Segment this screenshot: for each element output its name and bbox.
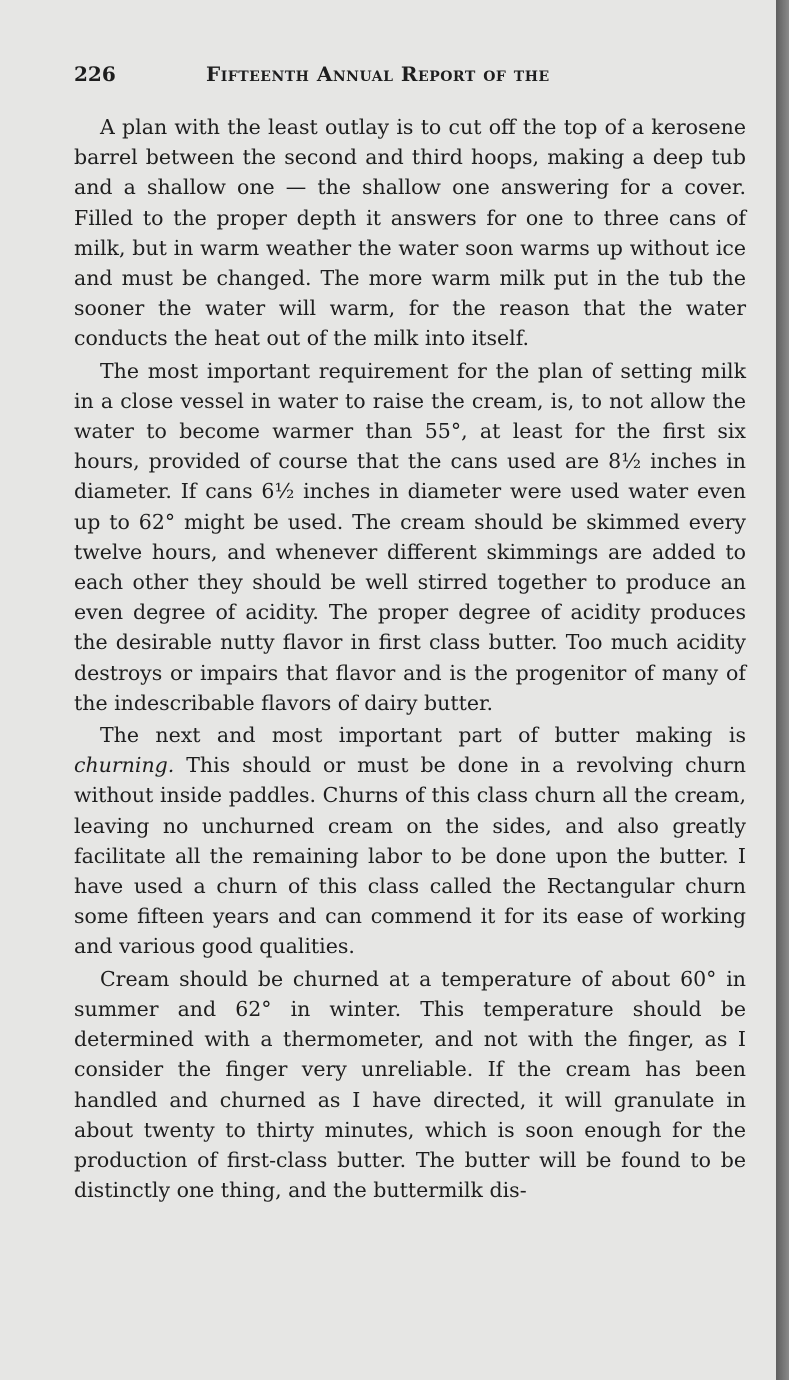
emphasis-text: churning. — [74, 753, 175, 778]
page-edge-shadow — [776, 0, 789, 1380]
paragraph-text: A plan with the least outlay is to cut off the top of a kerosene barrel between the second and third hoops, making a deep tub and a shallow one — the shallow one answering for a cover. Filled to the proper depth it answers for one to three cans of milk, but in warm weather the water soon warms up without ice and must be changed. The more warm milk put in the tub the sooner the water will warm, for the reason that the water conducts the heat out of the milk into itself. — [74, 115, 746, 351]
paragraph-3 — [74, 720, 746, 964]
running-head: Fifteenth Annual Report of the — [206, 62, 550, 86]
paragraph-text: The next and most important part of butter making is — [100, 723, 746, 748]
paragraph-text: Cream should be churned at a temperature of about 60° in summer and 62° in winter. This temperature should be determined with a thermometer, and not with the finger, as I consider the finger very unreliable. If the cream has been handled and churned as I have directed, it will granulate in about twenty to thirty minutes, which is soon enough for the production of first-class butter. The butter will be found to be distinctly one thing, and the buttermilk dis- — [74, 966, 746, 1203]
page-number: 226 — [74, 62, 116, 86]
paragraph-text: The most important requirement for the plan of setting milk in a close vessel in water to raise the cream, is, to not allow the water to become warmer than 55°, at least for the first six hours, provided of course that the cans used are 8½ inches in diameter. If cans 6½ inches in diameter were used water even up to 62° might be used. The cream should be skimmed every twelve hours, and whenever different skimmings are added to each other they should be well stirred together to produce an even degree of acidity. The proper degree of acidity produces the desirable nutty flavor in first class butter. Too much acidity destroys or impairs that flavor and is the progenitor of many of the indescribable flavors of dairy butter. — [74, 358, 746, 715]
paragraph-text: This should or must be done in a revolving churn without inside paddles. Churns of this class churn all the cream, leaving no unchurned cream on the sides, and also greatly facilitate all the remaining labor to be done upon the butter. I have used a churn of this class called the Rectangular churn some fifteen years and can commend it for its ease of working and various good qualities. — [74, 753, 746, 959]
paragraph-2 — [74, 356, 746, 720]
paragraph-4 — [74, 964, 746, 1208]
page-header — [74, 62, 754, 88]
paragraph-1 — [74, 112, 746, 356]
body-text — [74, 112, 746, 1207]
